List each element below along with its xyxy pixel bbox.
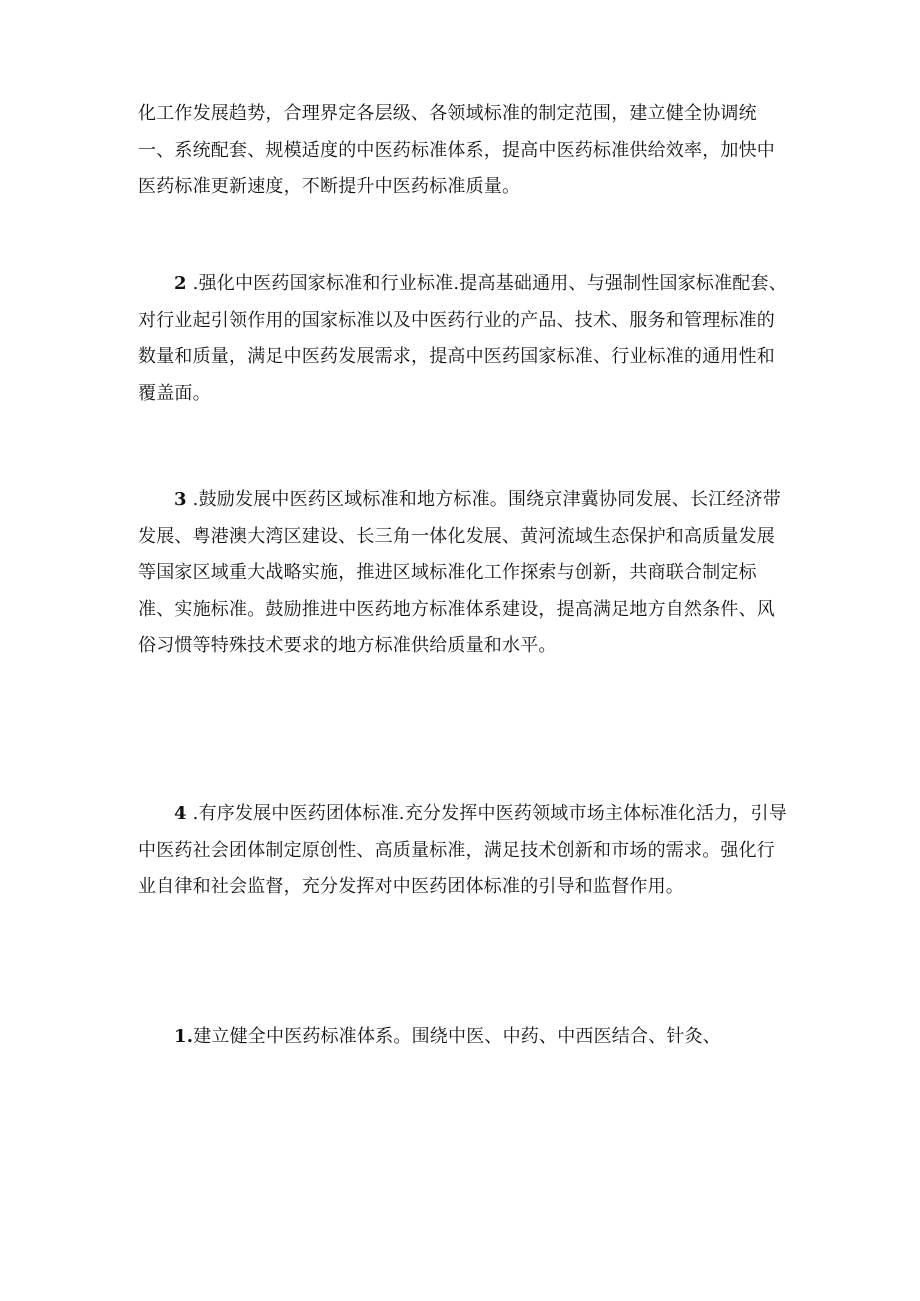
paragraph-1-heading [138,1019,792,1056]
paragraph-2 [138,266,792,412]
paragraph-4-text: .有序发展中医药团体标准.充分发挥中医药领域市场主体标准化活力，引导中医药社会团体制定原创性、高质量标准，满足技术创新和市场的需求。强化行业自律和社会监督，充分发挥对中医药团体标准的引导和监督作用。 [138,803,787,897]
paragraph-4 [138,796,792,906]
paragraph-1-number: 1. [174,1026,194,1047]
paragraph-3-text: .鼓励发展中医药区域标准和地方标准。围绕京津冀协同发展、长江经济带发展、粤港澳大湾区建设、长三角一体化发展、黄河流域生态保护和高质量发展等国家区域重大战略实施，推进区域标准化工作探索与创新，共商联合制定标准、实施标准。鼓励推进中医药地方标准体系建设，提高满足地方自然条件、风俗习惯等特殊技术要求的地方标准供给质量和水平。 [138,489,781,656]
paragraph-4-number: 4 [174,803,187,824]
paragraph-continuation: 化工作发展趋势，合理界定各层级、各领域标准的制定范围，建立健全协调统一、系统配套、规模适度的中医药标准体系，提高中医药标准供给效率，加快中医药标准更新速度，不断提升中医药标准质量。 [138,103,775,197]
paragraph-3 [138,482,792,665]
paragraph-2-text: .强化中医药国家标准和行业标准.提高基础通用、与强制性国家标准配套、对行业起引领作用的国家标准以及中医药行业的产品、技术、服务和管理标准的数量和质量，满足中医药发展需求，提高中医药国家标准、行业标准的通用性和覆盖面。 [138,273,787,404]
paragraph-2-number: 2 [174,273,187,294]
paragraph-3-number: 3 [174,489,187,510]
paragraph-1-text: 建立健全中医药标准体系。围绕中医、中药、中西医结合、针灸、 [193,1026,721,1047]
